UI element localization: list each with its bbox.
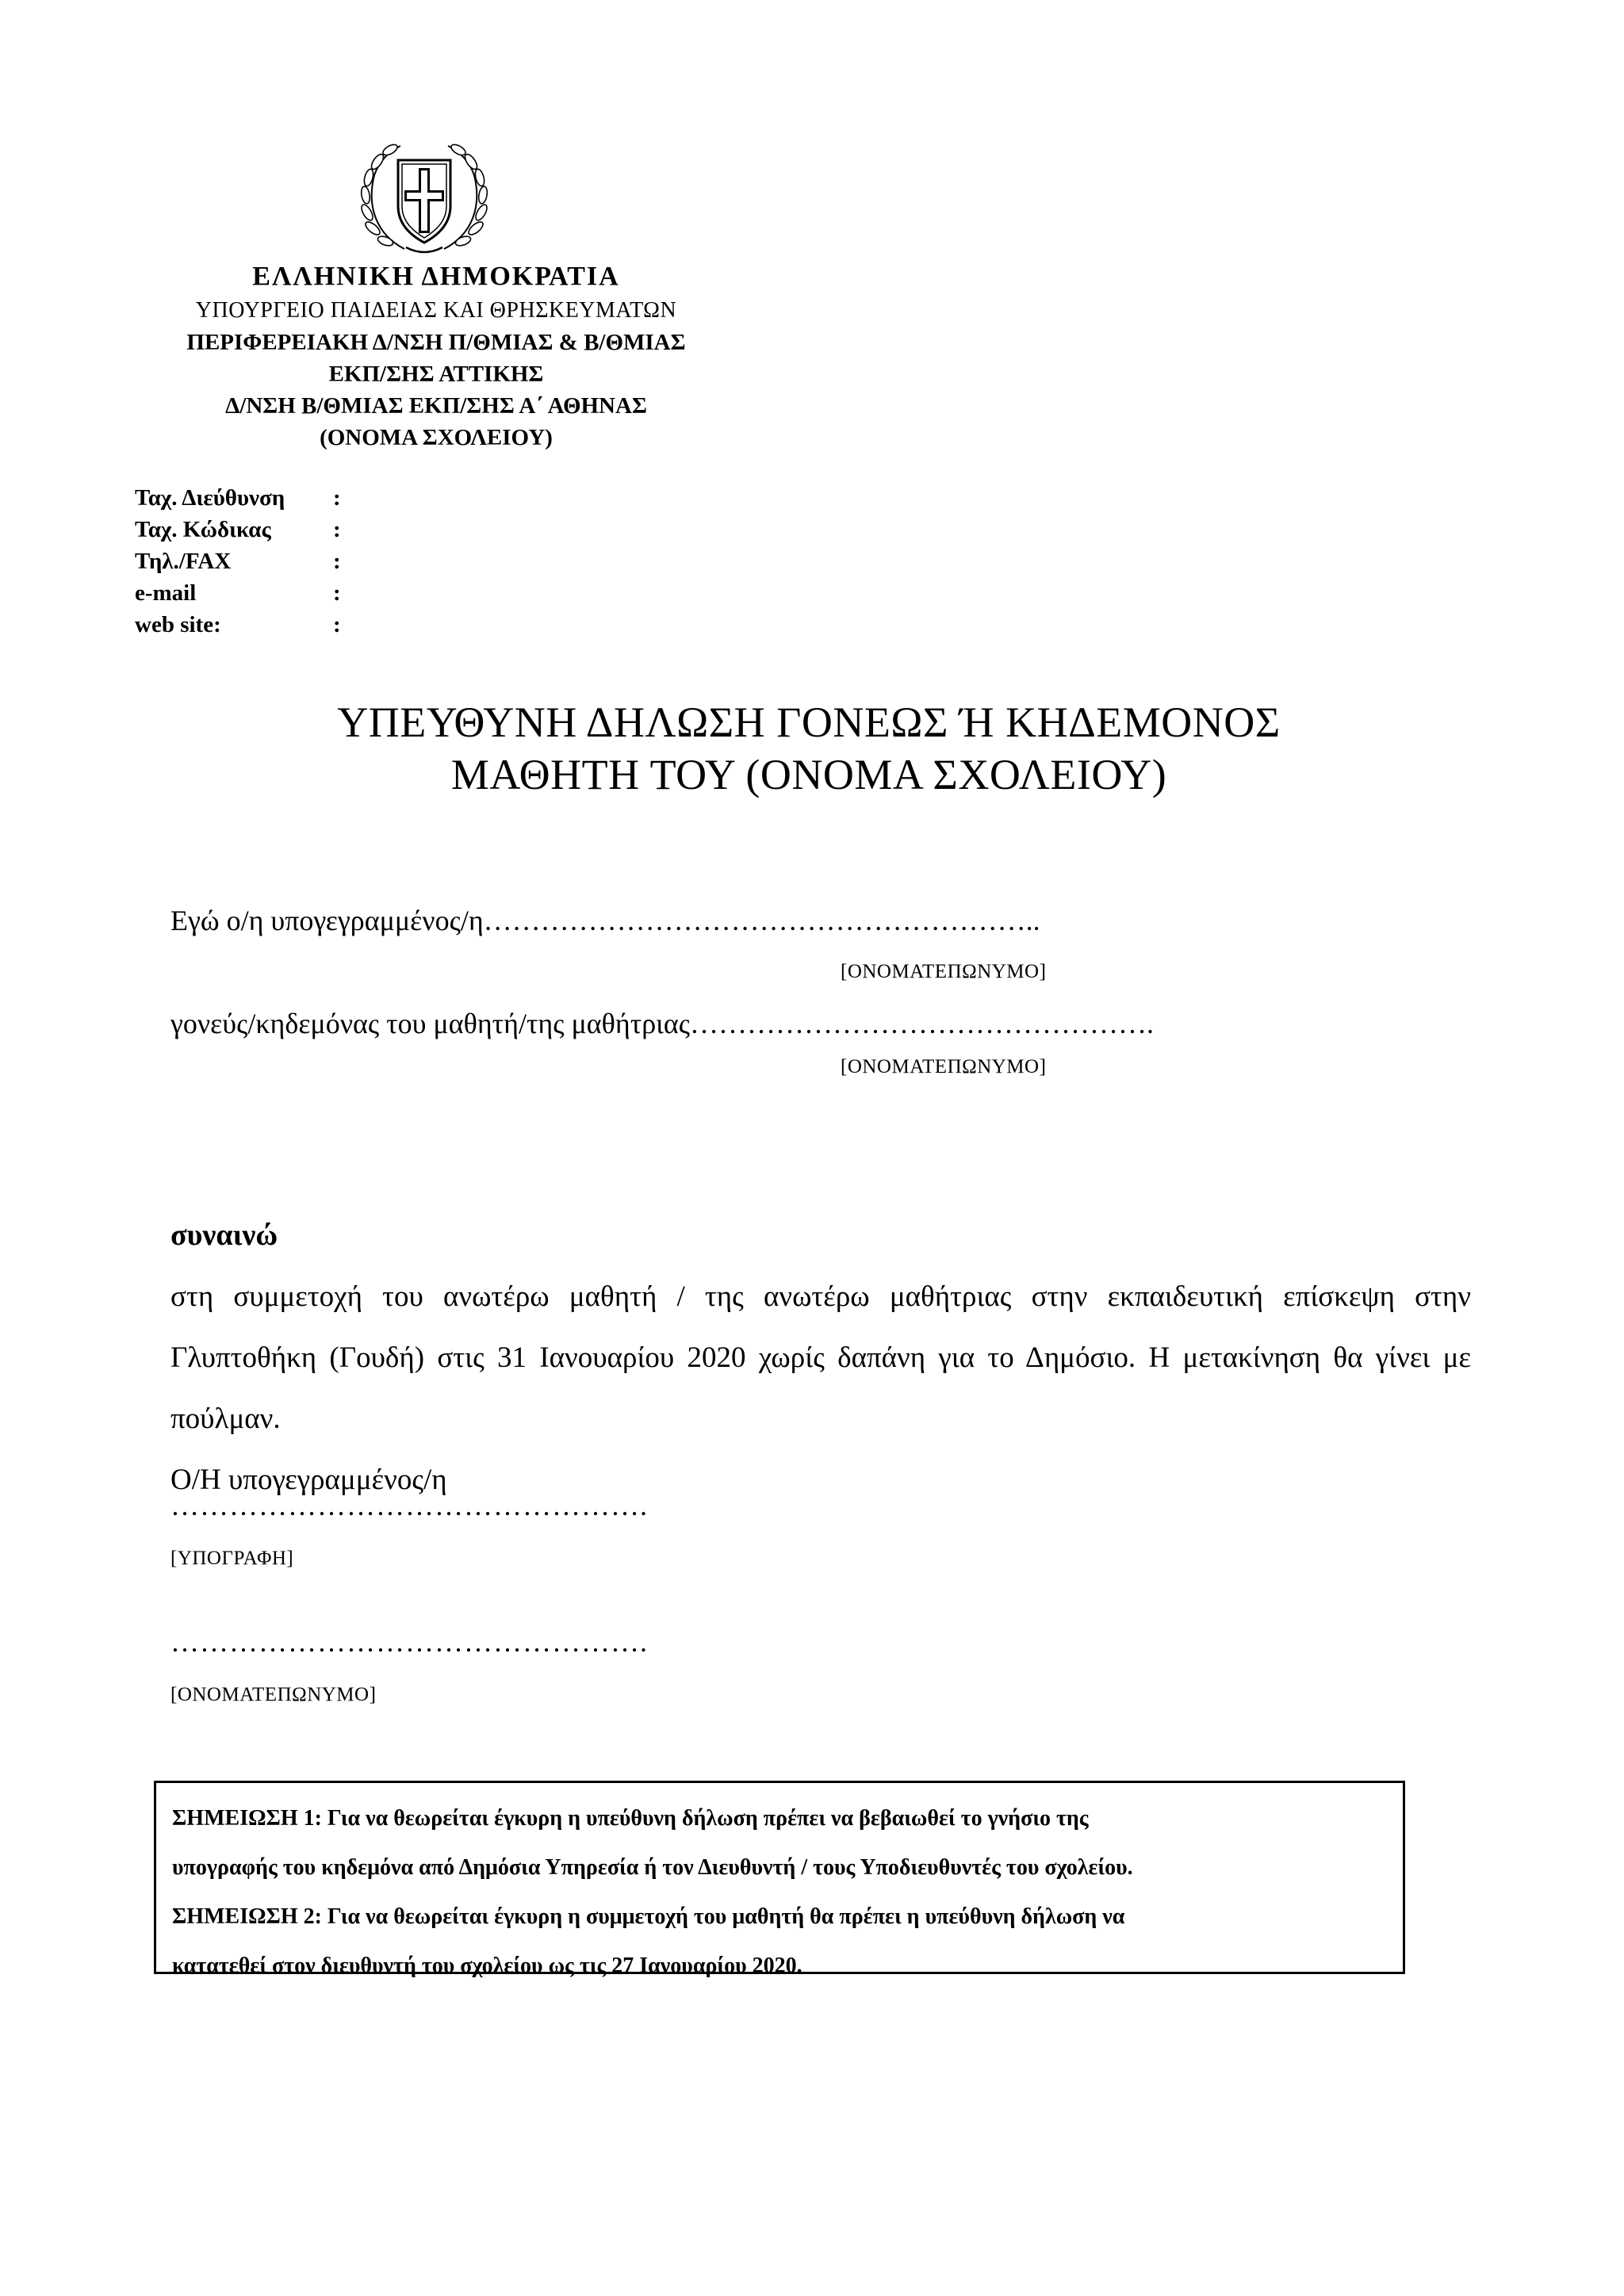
signature-caption: [ΥΠΟΓΡΑΦΗ] <box>170 1548 294 1569</box>
signature-line: …………………………………………. <box>170 1490 648 1521</box>
declarant-line: Εγώ ο/η υπογεγραμμένος/η………………………………………………….. <box>170 905 1040 936</box>
school-name: (ΟΝΟΜΑ ΣΧΟΛΕΙΟΥ) <box>320 425 553 450</box>
declarant-name-hint: [ΟΝΟΜΑΤΕΠΩΝΥΜΟ] <box>841 961 1047 982</box>
contact-info <box>135 482 349 641</box>
greek-coat-of-arms-icon <box>357 140 492 258</box>
contact-colon: : <box>333 485 341 511</box>
contact-label: Ταχ. Διεύθυνση <box>135 485 285 511</box>
secondary-directorate: Δ/ΝΣΗ Β/ΘΜΙΑΣ ΕΚΠ/ΣΗΣ Α΄ ΑΘΗΝΑΣ <box>225 393 647 419</box>
contact-label: e-mail <box>135 580 197 606</box>
document-title-line1: ΥΠΕΥΘΥΝΗ ΔΗΛΩΣΗ ΓΟΝΕΩΣ Ή ΚΗΔΕΜΟΝΟΣ <box>337 698 1281 746</box>
issuer-header <box>119 258 753 453</box>
contact-row-address <box>135 482 349 514</box>
guardian-line: γονεύς/κηδεμόνας του μαθητή/της μαθήτριας…………………………………………. <box>170 1008 1154 1039</box>
contact-label: Τηλ./FAX <box>135 549 232 574</box>
contact-row-phone-fax <box>135 545 349 577</box>
contact-colon: : <box>333 517 341 542</box>
consent-word: συναινώ <box>170 1219 278 1252</box>
contact-label: Ταχ. Κώδικας <box>135 517 271 542</box>
notes-box <box>154 1781 1405 1978</box>
contact-label: web site: <box>135 612 221 637</box>
fullname-caption: [ΟΝΟΜΑΤΕΠΩΝΥΜΟ] <box>170 1684 377 1705</box>
guardian-name-hint: [ΟΝΟΜΑΤΕΠΩΝΥΜΟ] <box>841 1056 1047 1077</box>
note-2-line1: ΣΗΜΕΙΩΣΗ 2: Για να θεωρείται έγκυρη η συμμετοχή του μαθητή θα πρέπει η υπεύθυνη δήλωση να <box>172 1904 1125 1929</box>
note-1-line1: ΣΗΜΕΙΩΣΗ 1: Για να θεωρείται έγκυρη η υπεύθυνη δήλωση πρέπει να βεβαιωθεί το γνήσιο της <box>172 1806 1089 1831</box>
contact-colon: : <box>333 580 341 606</box>
contact-colon: : <box>333 612 341 637</box>
document-title <box>159 696 1459 801</box>
fullname-line: …………………………………………. <box>170 1626 648 1658</box>
country-name: ΕΛΛΗΝΙΚΗ ΔΗΜΟΚΡΑΤΙΑ <box>252 262 620 291</box>
contact-row-postal-code <box>135 514 349 545</box>
ministry-name: ΥΠΟΥΡΓΕΙΟ ΠΑΙΔΕΙΑΣ ΚΑΙ ΘΡΗΣΚΕΥΜΑΤΩΝ <box>195 298 677 323</box>
contact-row-email <box>135 577 349 609</box>
consent-body: στη συμμετοχή του ανωτέρω μαθητή / της ανωτέρω μαθήτριας στην εκπαιδευτική επίσκεψη στην Γλυπτοθήκη (Γουδή) στις 31 Ιανουαρίου 2020 χωρίς δαπάνη για το Δημόσιο. Η μετακίνηση θα γίνει με πούλμαν. <box>170 1280 1471 1435</box>
regional-directorate-line2: ΕΚΠ/ΣΗΣ ΑΤΤΙΚΗΣ <box>328 362 544 387</box>
note-2-line2: κατατεθεί στον διευθυντή του σχολείου ως τις 27 Ιανουαρίου 2020. <box>172 1954 802 1978</box>
contact-colon: : <box>333 549 341 574</box>
regional-directorate: ΠΕΡΙΦΕΡΕΙΑΚΗ Δ/ΝΣΗ Π/ΘΜΙΑΣ & Β/ΘΜΙΑΣ <box>186 330 686 355</box>
signer-label: Ο/Η υπογεγραμμένος/η <box>170 1464 447 1496</box>
document-title-line2: ΜΑΘΗΤΗ ΤΟΥ (ΟΝΟΜΑ ΣΧΟΛΕΙΟΥ) <box>450 751 1167 798</box>
contact-row-website <box>135 609 349 641</box>
consent-statement <box>170 1205 1471 1510</box>
note-1-line2: υπογραφής του κηδεμόνα από Δημόσια Υπηρεσία ή τον Διευθυντή / τους Υποδιευθυντές του σχολείου. <box>172 1855 1133 1880</box>
